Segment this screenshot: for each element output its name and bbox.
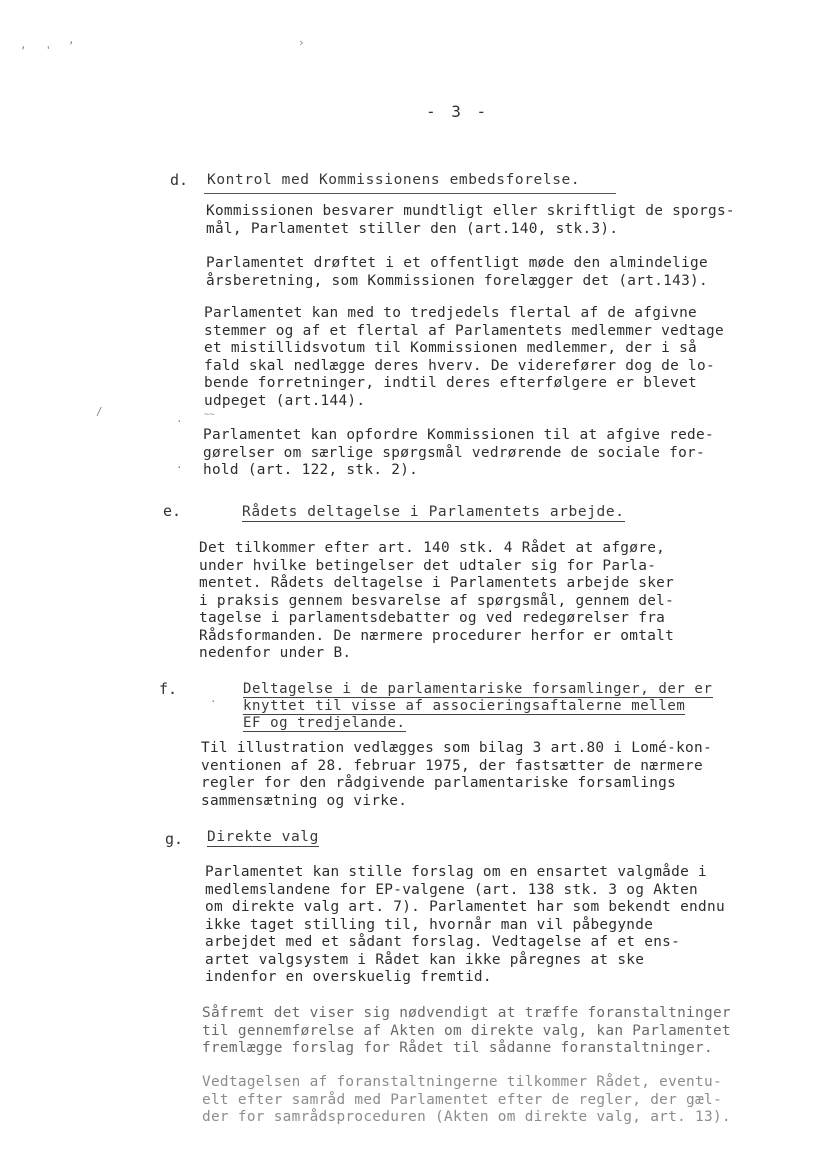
- section-g-paragraph-3: [202, 1074, 731, 1127]
- text-line: Kommissionen besvarer mundtligt eller skriftligt de sporgs-: [206, 203, 735, 219]
- page-number: - 3 -: [426, 102, 490, 121]
- scan-speck: ›: [298, 36, 305, 49]
- scan-speck: .: [176, 412, 183, 425]
- scan-speck: ,: [68, 33, 75, 46]
- section-g-heading: Direkte valg: [207, 829, 319, 845]
- heading-line: EF og tredjelande.: [243, 715, 406, 731]
- section-d-label: d.: [170, 171, 189, 189]
- text-line: elt efter samråd med Parlamentet efter de regler, der gæl-: [202, 1091, 722, 1108]
- text-line: nedenfor under B.: [199, 645, 352, 661]
- text-line: sammensætning og virke.: [201, 792, 408, 809]
- scan-speck: ~~: [204, 410, 215, 420]
- text-line: arbejdet med et sådant forslag. Vedtagelse af et ens-: [205, 934, 681, 950]
- text-line: et mistillidsvotum til Kommissionen medlemmer, der i så: [204, 340, 698, 356]
- text-line: hold (art. 122, stk. 2).: [203, 462, 419, 478]
- section-g-label: g.: [165, 830, 184, 848]
- text-line: udpeget (art.144).: [204, 392, 366, 409]
- text-line: regler for den rådgivende parlamentariske forsamlings: [201, 775, 677, 791]
- section-d-paragraph-4: [203, 427, 714, 480]
- section-f-label: f.: [159, 680, 178, 698]
- section-g-paragraph-2: [202, 1005, 731, 1058]
- section-g-paragraph-1: [205, 864, 725, 987]
- text-line: ventionen af 28. februar 1975, der fastsætter de nærmere: [201, 757, 703, 774]
- text-line: tagelse i parlamentsdebatter og ved redegørelser fra: [199, 610, 666, 626]
- text-line: fremlægge forslag for Rådet til sådanne foranstaltninger.: [202, 1040, 713, 1056]
- text-line: gørelser om særlige spørgsmål vedrørende de sociale for-: [203, 444, 705, 461]
- section-f-heading: [243, 681, 713, 732]
- section-d-heading: Kontrol med Kommissionens embedsforelse.: [207, 172, 581, 188]
- text-line: bende forretninger, indtil deres efterfølgere er blevet: [204, 375, 698, 391]
- text-line: ikke taget stilling til, hvornår man vil påbegynde: [205, 916, 654, 933]
- section-f-paragraph: [201, 740, 712, 810]
- scan-speck: .: [210, 692, 217, 705]
- section-e-paragraph: [199, 540, 674, 663]
- section-d-paragraph-1: [206, 203, 735, 238]
- text-line: til gennemførelse af Akten om direkte valg, kan Parlamentet: [202, 1022, 731, 1039]
- heading-line: Deltagelse i de parlamentariske forsamlinger, der er: [243, 681, 713, 697]
- text-line: mentet. Rådets deltagelse i Parlamentets arbejde sker: [199, 575, 675, 591]
- text-line: Parlamentet kan opfordre Kommissionen til at afgive rede-: [203, 427, 714, 443]
- heading-line: knyttet til visse af associeringsaftalerne mellem: [243, 698, 686, 714]
- text-line: Det tilkommer efter art. 140 stk. 4 Rådet at afgøre,: [199, 540, 666, 556]
- text-line: under hvilke betingelser det udtaler sig for Parla-: [199, 557, 657, 574]
- text-line: stemmer og af et flertal af Parlamentets medlemmer vedtage: [204, 322, 724, 339]
- scan-speck: ,: [20, 38, 27, 51]
- section-e-heading: Rådets deltagelse i Parlamentets arbejde.: [242, 504, 625, 520]
- text-line: medlemslandene for EP-valgene (art. 138 stk. 3 og Akten: [205, 881, 699, 898]
- text-line: indenfor en overskuelig fremtid.: [205, 969, 492, 985]
- text-line: Parlamentet drøftet i et offentligt møde den almindelige: [206, 255, 708, 271]
- text-line: i praksis gennem besvarelse af spørgsmål, gennem del-: [199, 592, 675, 609]
- text-line: om direkte valg art. 7). Parlamentet har som bekendt endnu: [205, 899, 725, 915]
- section-d-heading-rule: [204, 193, 616, 194]
- scan-speck: .: [176, 458, 183, 471]
- text-line: der for samrådsproceduren (Akten om direkte valg, art. 13).: [202, 1109, 731, 1125]
- text-line: Vedtagelsen af foranstaltningerne tilkommer Rådet, eventu-: [202, 1074, 722, 1090]
- text-line: Parlamentet kan stille forslag om en ensartet valgmåde i: [205, 864, 707, 880]
- section-d-paragraph-3: [204, 305, 724, 410]
- text-line: fald skal nedlægge deres hverv. De viderefører dog de lo-: [204, 357, 715, 374]
- text-line: artet valgsystem i Rådet kan ikke påregnes at ske: [205, 951, 645, 968]
- scan-speck: ': [45, 44, 52, 57]
- text-line: Parlamentet kan med to tredjedels flertal af de afgivne: [204, 305, 698, 321]
- section-e-label: e.: [163, 502, 182, 520]
- text-line: mål, Parlamentet stiller den (art.140, stk.3).: [206, 220, 619, 237]
- text-line: Til illustration vedlægges som bilag 3 art.80 i Lomé-kon-: [201, 740, 712, 756]
- text-line: Rådsformanden. De nærmere procedurer herfor er omtalt: [199, 627, 675, 644]
- text-line: Såfremt det viser sig nødvendigt at træffe foranstaltninger: [202, 1005, 731, 1021]
- section-d-paragraph-2: [206, 255, 708, 290]
- text-line: årsberetning, som Kommissionen forelægger det (art.143).: [206, 272, 708, 289]
- scan-speck: /: [96, 405, 103, 418]
